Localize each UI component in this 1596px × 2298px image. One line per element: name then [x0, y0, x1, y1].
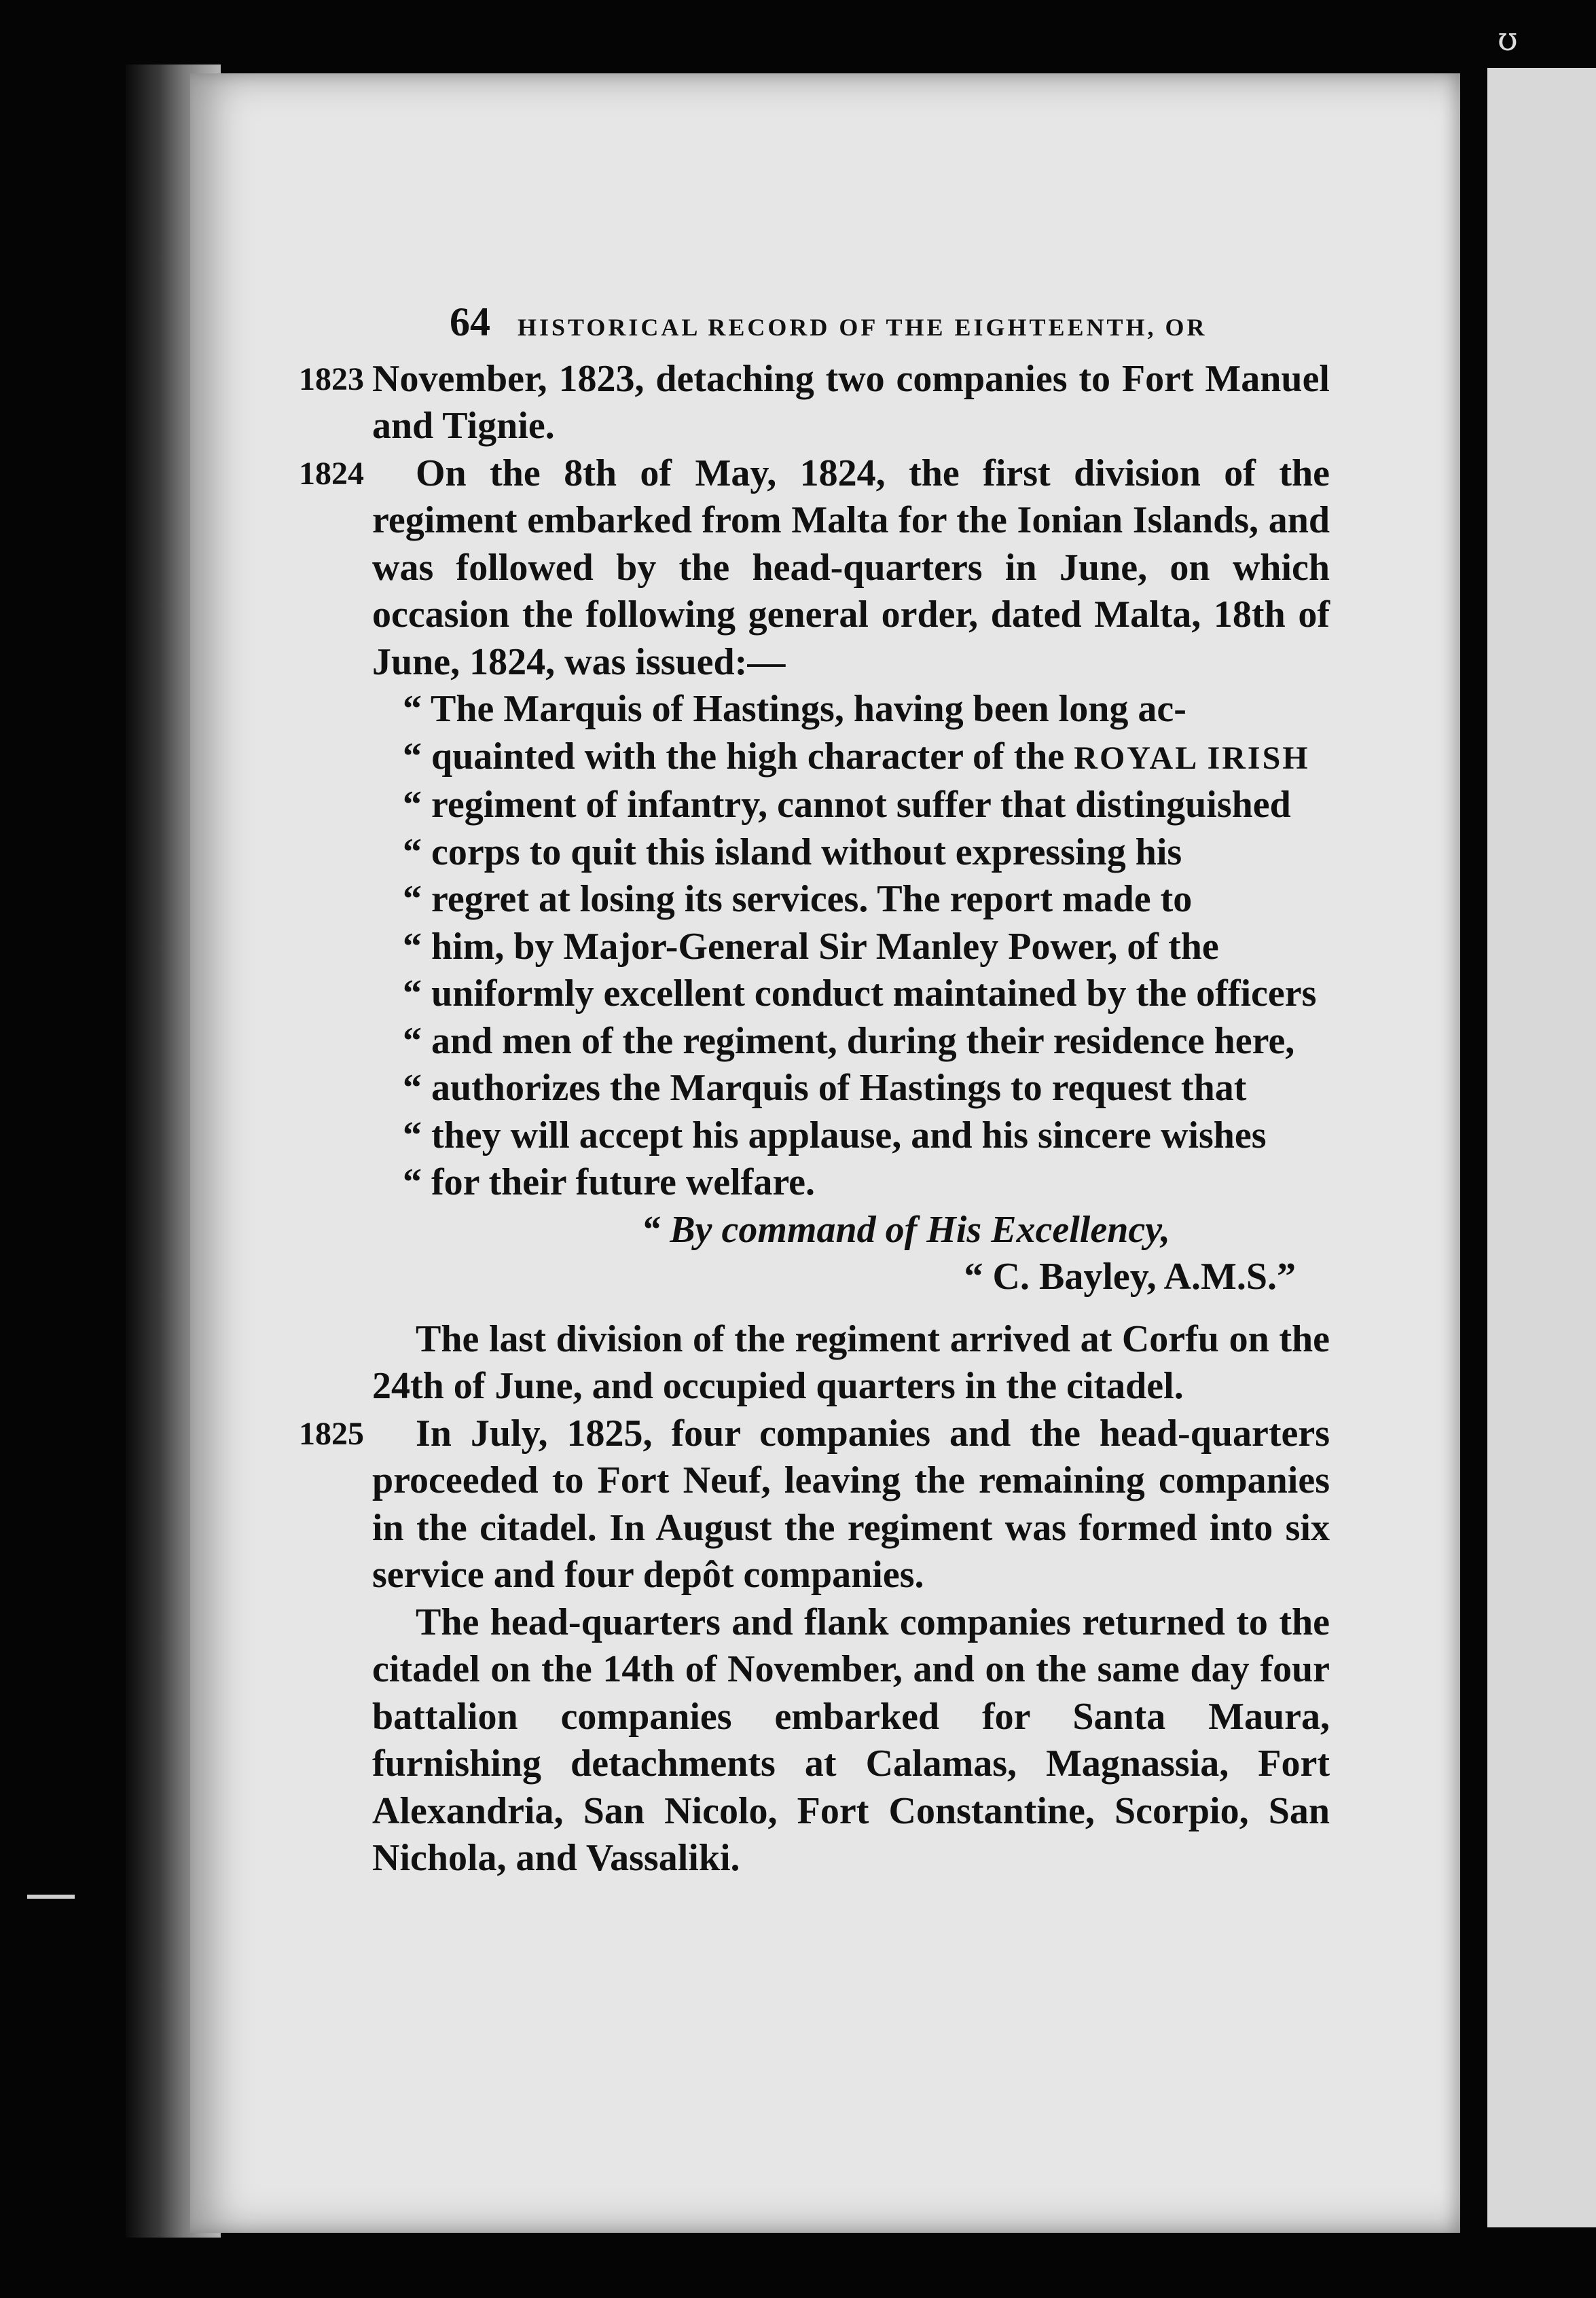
signature-command: “ By command of His Excellency, — [641, 1208, 1170, 1251]
paragraph-text: November, 1823, detaching two companies to Fort Manuel and Tignie. — [372, 357, 1330, 447]
corner-mark: ʊ — [1498, 20, 1518, 58]
quote-line: “ they will accept his applause, and his sincere wishes — [403, 1114, 1267, 1156]
signature-name: “ C. Bayley, A.M.S.” — [964, 1256, 1296, 1298]
running-head: HISTORICAL RECORD OF THE EIGHTEENTH, OR — [518, 314, 1208, 341]
page-header — [450, 299, 1330, 352]
margin-year: 1825 — [299, 1415, 364, 1452]
quote-line: “ quainted with the high character of the ROYAL IRISH — [403, 735, 1310, 778]
quote-line: “ authorizes the Marquis of Hastings to request that — [403, 1067, 1247, 1109]
paragraph-1824 — [299, 450, 1330, 687]
quote-line: “ and men of the regiment, during their residence here, — [403, 1019, 1295, 1062]
page-number: 64 — [450, 299, 490, 344]
margin-year: 1824 — [299, 455, 364, 492]
paragraph-1825 — [299, 1410, 1330, 1599]
paragraph-text: In July, 1825, four companies and the head-quarters proceeded to Fort Neuf, leaving the remaining companies in the citadel. In August the regiment was formed into six service and four depôt companies. — [372, 1412, 1330, 1596]
quote-line: “ uniformly excellent conduct maintained by the officers — [403, 972, 1317, 1015]
scan-tick — [27, 1895, 75, 1899]
page-text — [299, 299, 1330, 1882]
paragraph-text: On the 8th of May, 1824, the first division of the regiment embarked from Malta for the Ionian Islands, and was followed by the head-quarters in June, on which occasion the following general order, dated Malta, 18th of June, 1824, was issued:— — [372, 452, 1330, 683]
paragraph-last-division — [372, 1316, 1330, 1410]
royal-irish: ROYAL IRISH — [1074, 740, 1310, 776]
quote-line: “ him, by Major-General Sir Manley Power, of the — [403, 925, 1219, 968]
quote-line: “ regret at losing its services. The report made to — [403, 878, 1193, 920]
margin-year: 1823 — [299, 361, 364, 397]
facing-page — [1487, 68, 1596, 2227]
general-order-quote — [372, 686, 1330, 1207]
paragraph-1823 — [299, 356, 1330, 450]
paragraph-text: The head-quarters and flank companies returned to the citadel on the 14th of November, and on the same day four battalion companies embarked for Santa Maura, furnishing detachments at Calamas, Magnassia, Fort Alexandria, San Nicolo, Fort Constantine, Scorpio, San Nichola, and Vassaliki. — [372, 1601, 1330, 1879]
quote-line: “ regiment of infantry, cannot suffer that distinguished — [403, 784, 1291, 826]
quote-line: “ The Marquis of Hastings, having been long ac- — [403, 688, 1186, 730]
paragraph-head-quarters — [372, 1599, 1330, 1882]
quote-line: “ for their future welfare. — [403, 1161, 816, 1203]
paragraph-text: The last division of the regiment arrived at Corfu on the 24th of June, and occupied quarters in the citadel. — [372, 1317, 1330, 1407]
quote-line: “ corps to quit this island without expressing his — [403, 831, 1182, 873]
